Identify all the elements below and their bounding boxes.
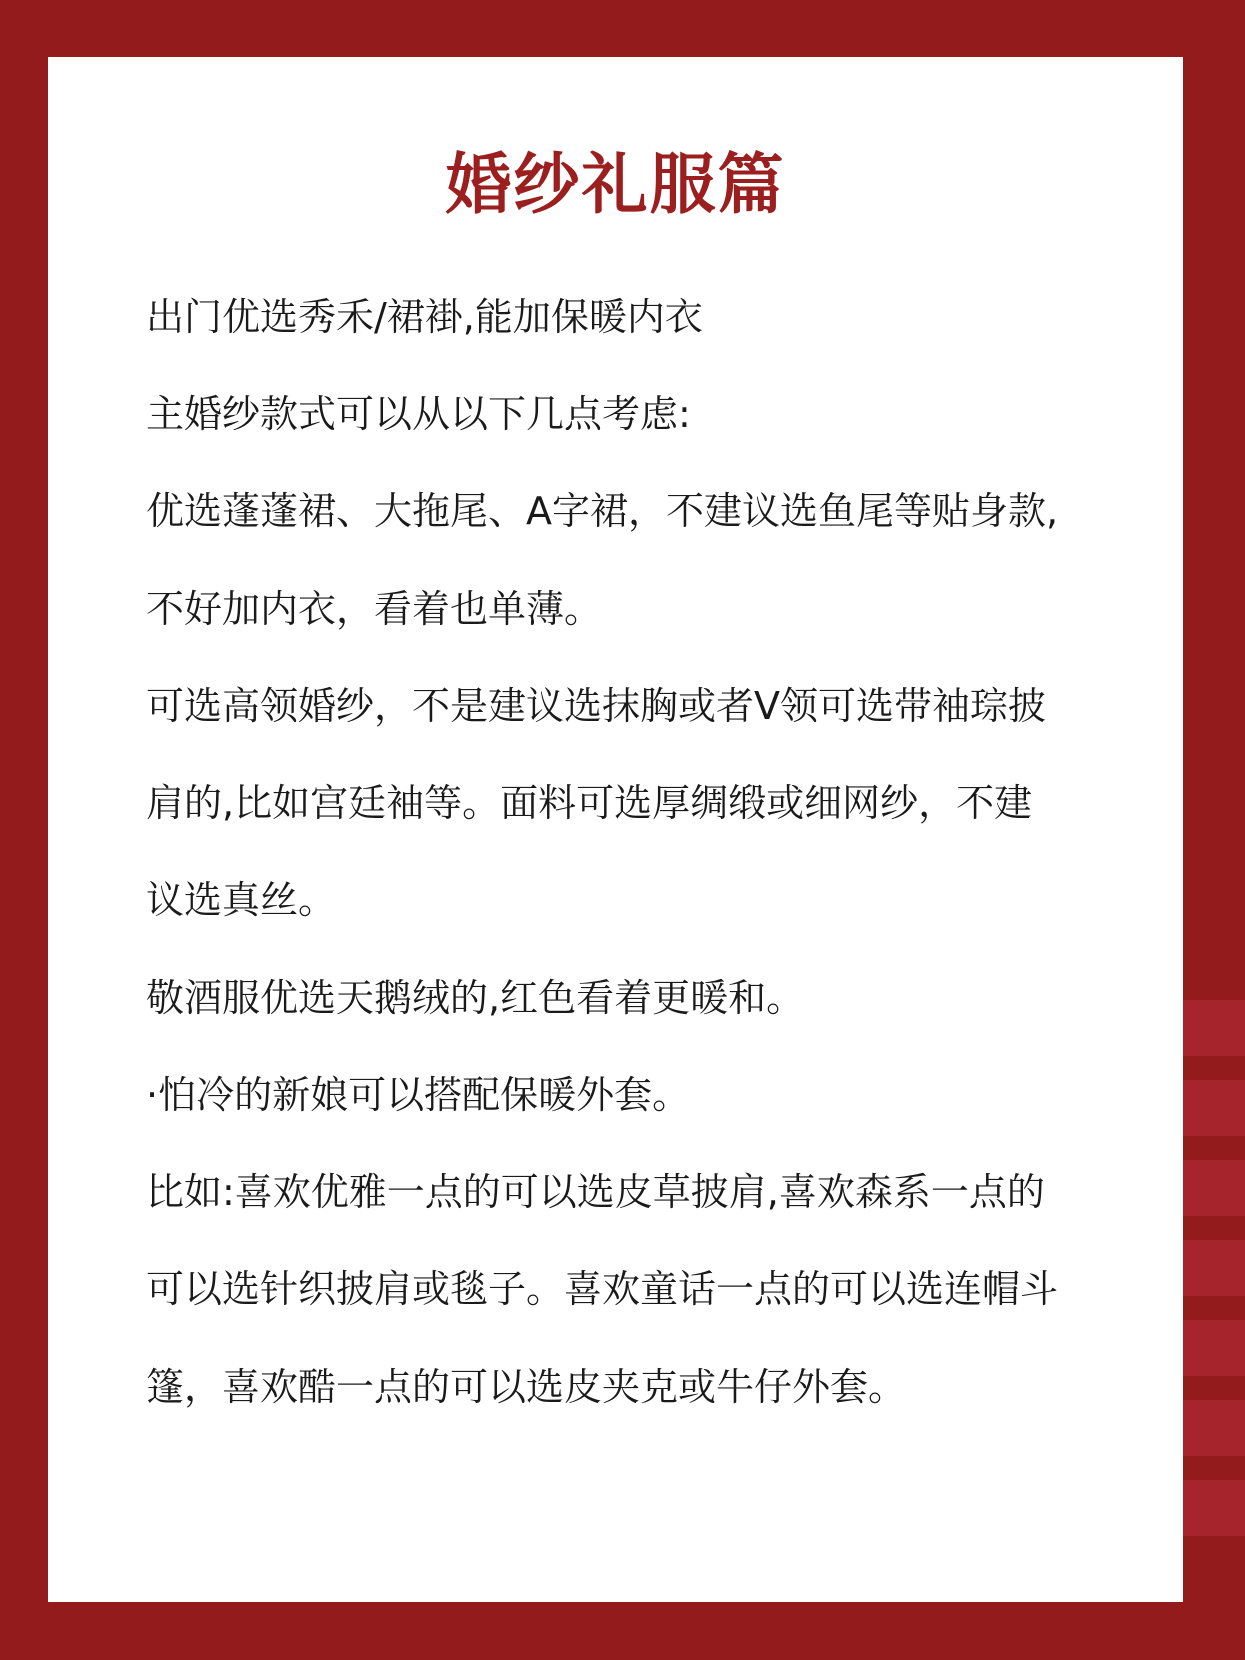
text-line: 优选蓬蓬裙、大拖尾、A字裙，不建议选鱼尾等贴身款, xyxy=(146,489,1059,533)
text-line: 不好加内衣，看着也单薄。 xyxy=(146,587,603,631)
text-line: 比如:喜欢优雅一点的可以选皮草披肩,喜欢森系一点的 xyxy=(146,1170,1045,1214)
border-stripes xyxy=(1182,1000,1245,1560)
text-line: 敬酒服优选天鹅绒的,红色看着更暖和。 xyxy=(146,976,805,1020)
page-title: 婚纱礼服篇 xyxy=(445,146,786,223)
text-line: 主婚纱款式可以从以下几点考虑: xyxy=(146,392,691,436)
text-line: 肩的,比如宫廷袖等。面料可选厚绸缎或细网纱，不建 xyxy=(146,781,1033,825)
text-line: ·怕冷的新娘可以搭配保暖外套。 xyxy=(146,1073,691,1117)
text-line: 出门优选秀禾/裙褂,能加保暖内衣 xyxy=(146,295,703,339)
text-line: 议选真丝。 xyxy=(146,878,337,922)
content-card xyxy=(48,57,1183,1602)
text-line: 可选高领婚纱，不是建议选抹胸或者V领可选带袖琮披 xyxy=(146,684,1046,728)
text-line: 篷，喜欢酷一点的可以选皮夹克或牛仔外套。 xyxy=(146,1365,907,1409)
text-line: 可以选针织披肩或毯子。喜欢童话一点的可以选连帽斗 xyxy=(146,1267,1059,1311)
